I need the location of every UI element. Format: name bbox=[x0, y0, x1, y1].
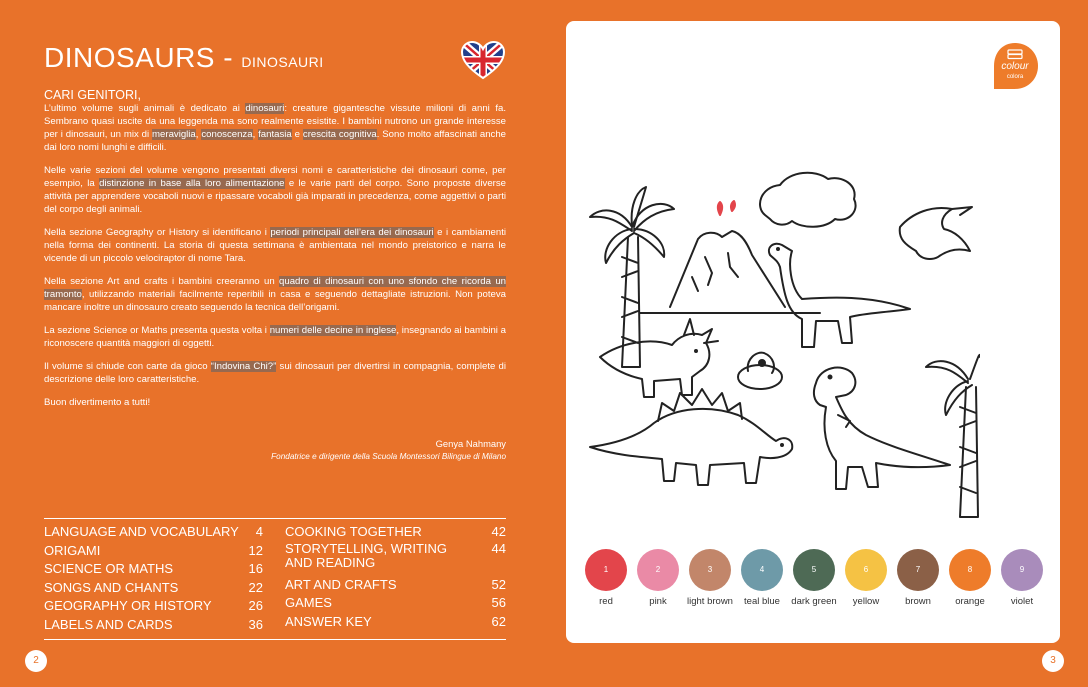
page-number-left: 2 bbox=[25, 650, 47, 672]
pterodactyl bbox=[900, 207, 972, 259]
badge-label: colour bbox=[1001, 61, 1029, 72]
toc-item[interactable]: GEOGRAPHY OR HISTORY 26 bbox=[44, 598, 263, 614]
toc-column-2 bbox=[285, 523, 506, 631]
toc-item[interactable]: ART AND CRAFTS 52 bbox=[285, 576, 506, 592]
palm-tree-left bbox=[590, 187, 674, 367]
dinosaur-colouring-illustration bbox=[580, 167, 980, 527]
badge-sublabel: colora bbox=[1006, 74, 1024, 80]
toc-item[interactable]: LANGUAGE AND VOCABULARY 4 bbox=[44, 524, 263, 539]
paragraph-1: L’ultimo volume sugli animali è dedicato ai dinosauri: creature gigantesche vissute milioni di anni fa. Sembrano quasi uscite da una leggenda ma sono realmente esistite. I bambini nutrono un grande interesse per i dinosauri, un mix di meraviglia, conoscenza, fantasia e crescita cognitiva. Sono molto affascinati anche dai loro nomi lunghi e difficili. bbox=[44, 103, 507, 153]
colour-swatch: 5 dark green bbox=[788, 549, 840, 607]
paragraph-2: Nelle varie sezioni del volume vengono presentati diversi nomi e caratteristiche dei dinosauri come, per esempio, la distinzione in base alla loro alimentazione e le varie parti del corpo. Sono proposte diverse attività per apprendere vocaboli nuovi e ripassare vocaboli già imparati in precedenza, come aggettivi o parti del corpo degli animali. bbox=[44, 165, 506, 215]
paragraph-6: Il volume si chiude con carte da gioco “Indovina Chi?” sui dinosauri per divertirsi in compagnia, complete di descrizione delle loro caratteristiche. bbox=[44, 361, 507, 385]
colouring-page bbox=[566, 21, 1060, 643]
toc-item[interactable]: ORIGAMI 12 bbox=[44, 542, 263, 558]
cloud-shape bbox=[760, 173, 856, 227]
signature bbox=[44, 437, 506, 463]
colour-swatch: 8 orange bbox=[944, 549, 996, 607]
greeting: CARI GENITORI, bbox=[44, 88, 142, 102]
colour-swatch: 1 red bbox=[580, 549, 632, 607]
stegosaurus bbox=[590, 389, 792, 485]
paragraph-5: La sezione Science or Maths presenta questa volta i numeri delle decine in inglese, insegnando ai bambini a riconoscere quantità maggiori di oggetti. bbox=[44, 325, 506, 349]
colour-swatch: 7 brown bbox=[892, 549, 944, 607]
t-rex bbox=[814, 368, 950, 489]
lava-drop-icon bbox=[718, 202, 723, 215]
triceratops bbox=[600, 319, 718, 397]
toc-item[interactable]: LABELS AND CARDS 36 bbox=[44, 616, 263, 632]
colour-swatch: 2 pink bbox=[632, 549, 684, 607]
toc-item[interactable]: SONGS AND CHANTS 22 bbox=[44, 579, 263, 595]
toc-item[interactable]: COOKING TOGETHER 42 bbox=[285, 524, 506, 539]
toc-column-1 bbox=[44, 523, 263, 635]
title-main: DINOSAURS bbox=[44, 42, 215, 73]
colour-badge bbox=[990, 41, 1040, 91]
colour-swatch: 4 teal blue bbox=[736, 549, 788, 607]
colour-swatch: 9 violet bbox=[996, 549, 1048, 607]
page-title bbox=[44, 38, 506, 82]
signature-role: Fondatrice e dirigente della Scuola Montessori Bilingue di Milano bbox=[271, 452, 506, 461]
toc-item[interactable]: SCIENCE OR MATHS 16 bbox=[44, 561, 263, 577]
palm-tree-right bbox=[926, 355, 980, 517]
signature-name: Genya Nahmany bbox=[435, 438, 506, 449]
long-neck-dinosaur bbox=[769, 244, 910, 347]
table-of-contents bbox=[44, 518, 506, 640]
colour-swatch: 6 yellow bbox=[840, 549, 892, 607]
title-subtitle: DINOSAURI bbox=[241, 54, 324, 70]
uk-flag-heart-icon bbox=[460, 40, 506, 80]
intro-section bbox=[44, 38, 506, 419]
toc-item[interactable]: STORYTELLING, WRITING AND READING 44 bbox=[285, 540, 506, 570]
lava-drop-icon bbox=[731, 201, 735, 211]
toc-item[interactable]: GAMES 56 bbox=[285, 595, 506, 611]
colour-key bbox=[580, 549, 1040, 609]
paragraph-4: Nella sezione Art and crafts i bambini creeranno un quadro di dinosauri con uno sfondo che ricorda un tramonto, utilizzando materiali facilmente reperibili in casa e seguendo dettagliate istruzioni. Non poteva mancare inoltre un dinosauro creato seguendo la tecnica dell’origami. bbox=[44, 276, 506, 313]
volcano bbox=[640, 231, 820, 313]
colour-swatch: 3 light brown bbox=[684, 549, 736, 607]
paragraph-3: Nella sezione Geography or History si identificano i periodi principali dell’era dei dinosauri e i cambiamenti nella forma dei continenti. La storia di questa settimana è ambientata nel mondo preistorico e narra le vicende di un piccolo velociraptor di nome Tara. bbox=[44, 227, 506, 264]
page-number-right: 3 bbox=[1042, 650, 1064, 672]
toc-item[interactable]: ANSWER KEY 62 bbox=[285, 613, 506, 629]
title-separator: - bbox=[214, 42, 242, 73]
paragraph-7: Buon divertimento a tutti! bbox=[44, 397, 151, 408]
nest-egg bbox=[738, 353, 782, 389]
